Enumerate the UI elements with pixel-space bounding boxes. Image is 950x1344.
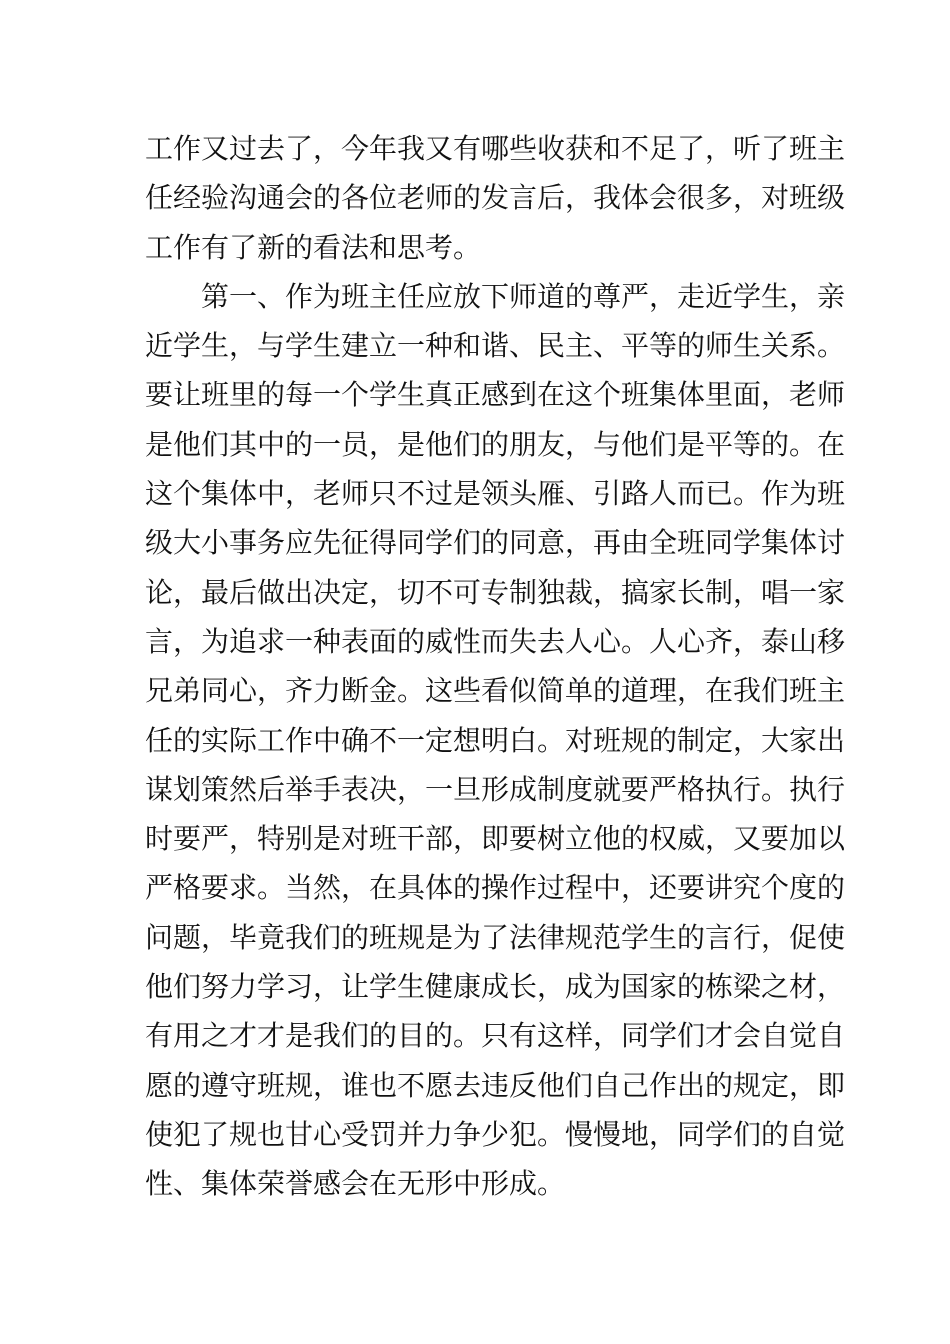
text-line: 第一、作为班主任应放下师道的尊严，走近学生，亲 bbox=[201, 279, 846, 313]
text-line: 谋划策然后举手表决，一旦形成制度就要严格执行。执行 bbox=[145, 772, 846, 806]
text-line: 性、集体荣誉感会在无形中形成。 bbox=[145, 1167, 566, 1201]
text-line: 任经验沟通会的各位老师的发言后，我体会很多，对班级 bbox=[145, 181, 846, 215]
text-line: 要让班里的每一个学生真正感到在这个班集体里面，老师 bbox=[145, 378, 846, 412]
text-line: 时要严，特别是对班干部，即要树立他的权威，又要加以 bbox=[145, 822, 846, 856]
text-line: 愿的遵守班规，谁也不愿去违反他们自己作出的规定，即 bbox=[145, 1068, 846, 1102]
text-line: 言，为追求一种表面的威性而失去人心。人心齐，泰山移 bbox=[145, 624, 846, 658]
text-line: 论，最后做出决定，切不可专制独裁，搞家长制，唱一家 bbox=[145, 575, 846, 609]
text-line: 他们努力学习，让学生健康成长，成为国家的栋梁之材， bbox=[145, 970, 846, 1004]
text-line: 严格要求。当然，在具体的操作过程中，还要讲究个度的 bbox=[145, 871, 846, 905]
text-line: 这个集体中，老师只不过是领头雁、引路人而已。作为班 bbox=[145, 477, 846, 511]
text-line: 任的实际工作中确不一定想明白。对班规的制定，大家出 bbox=[145, 723, 846, 757]
text-line: 问题，毕竟我们的班规是为了法律规范学生的言行，促使 bbox=[145, 920, 846, 954]
body-text bbox=[145, 124, 846, 1209]
text-line: 工作又过去了，今年我又有哪些收获和不足了，听了班主 bbox=[145, 132, 846, 165]
text-line: 兄弟同心，齐力断金。这些看似简单的道理，在我们班主 bbox=[145, 674, 846, 708]
text-line: 近学生，与学生建立一种和谐、民主、平等的师生关系。 bbox=[145, 329, 846, 363]
text-line: 有用之才才是我们的目的。只有这样，同学们才会自觉自 bbox=[145, 1019, 846, 1053]
text-line: 级大小事务应先征得同学们的同意，再由全班同学集体讨 bbox=[145, 526, 846, 560]
text-line: 工作有了新的看法和思考。 bbox=[145, 230, 482, 264]
text-line: 使犯了规也甘心受罚并力争少犯。慢慢地，同学们的自觉 bbox=[145, 1117, 846, 1151]
text-line: 是他们其中的一员，是他们的朋友，与他们是平等的。在 bbox=[145, 427, 846, 461]
